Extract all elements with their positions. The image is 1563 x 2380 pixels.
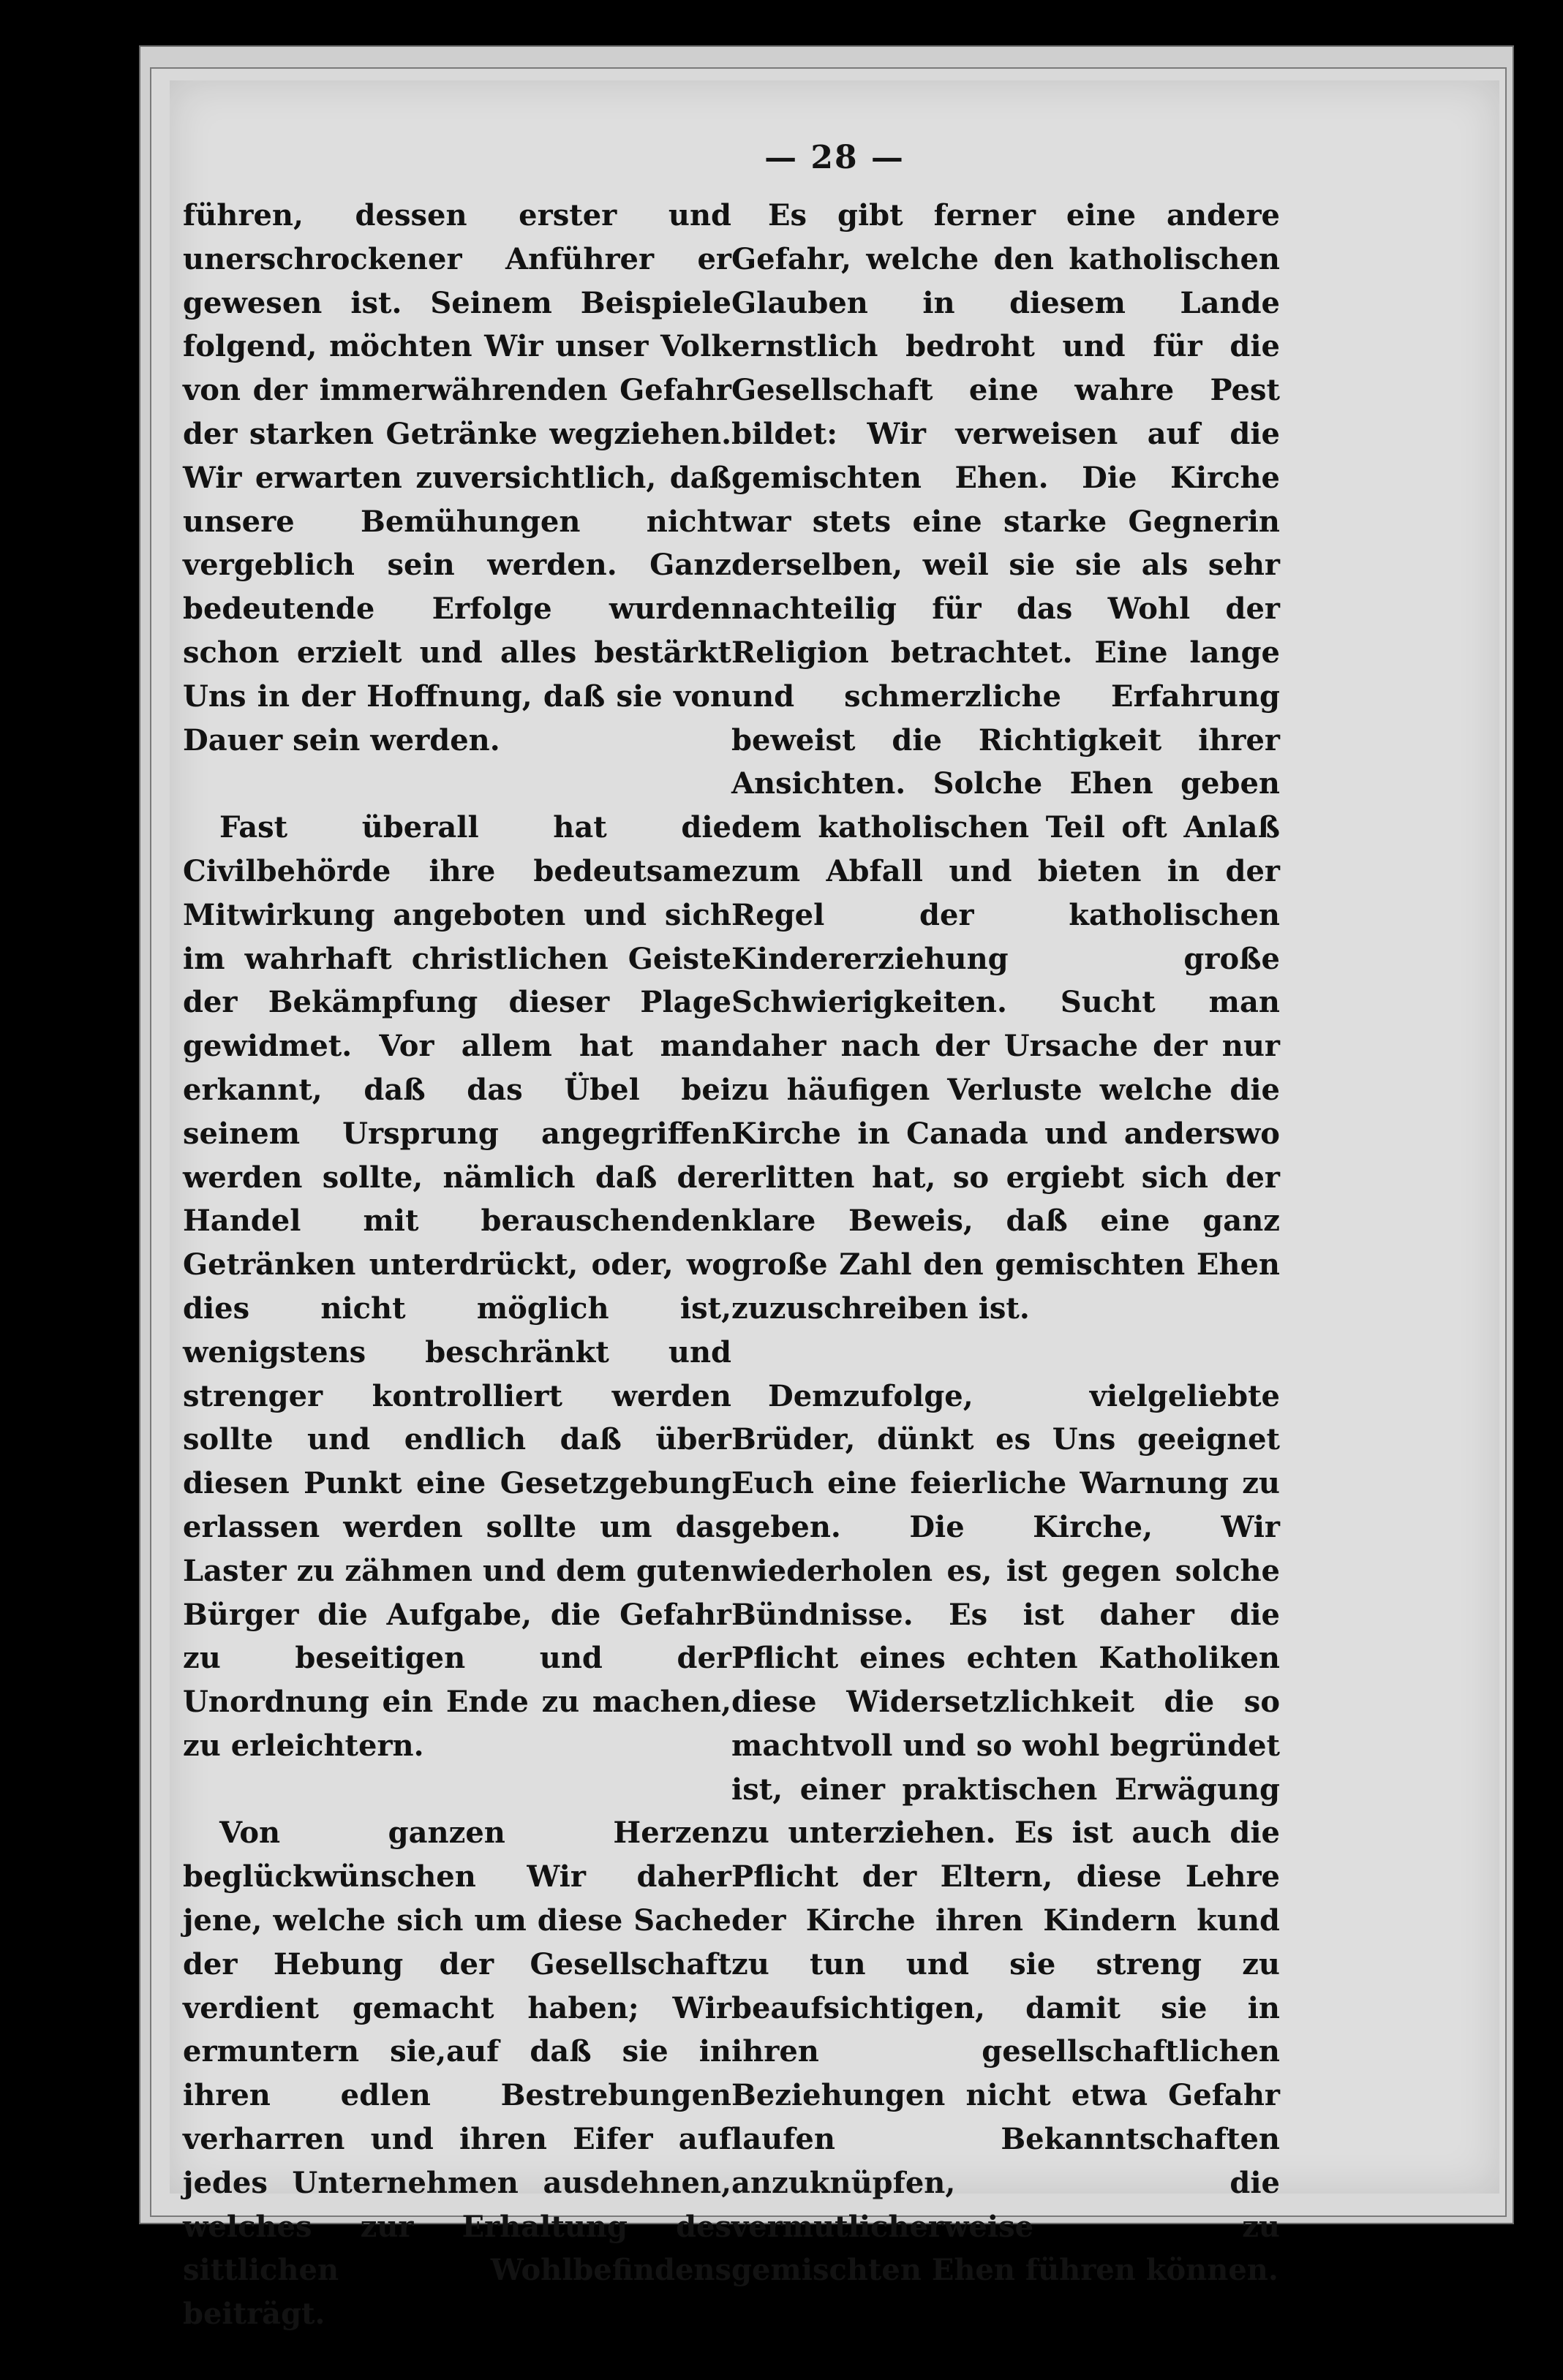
left-paragraph-1: führen, dessen erster und unerschrockener Anführer er gewesen ist. Seinem Beispiele folgend, möchten Wir unser Volk von der immerwährenden Gefahr der starken Getränke wegziehen. Wir erwarten zuversichtlich, daß unsere Bemühungen nicht vergeblich sein werden. Ganz bedeutende Erfolge wurden schon erzielt und alles bestärkt Uns in der Hoffnung, daß sie von Dauer sein werden. [183, 198, 731, 758]
right-paragraph-1: Es gibt ferner eine andere Gefahr, welche den katholischen Glauben in diesem Lande ernstlich bedroht und für die Gesellschaft eine wahre Pest bildet: Wir verweisen auf die gemischten Ehen. Die Kirche war stets eine starke Gegnerin derselben, weil sie sie als sehr nachteilig für das Wohl der Religion betrachtet. Eine lange und schmerzliche Erfahrung beweist die Richtigkeit ihrer Ansichten. Solche Ehen geben dem katholischen Teil oft Anlaß zum Abfall und bieten in der Regel der katholischen Kindererziehung große Schwierigkeiten. Sucht man daher nach der Ursache der nur zu häufigen Verluste welche die Kirche in Canada und anderswo erlitten hat, so ergiebt sich der klare Beweis, daß eine ganz große Zahl den gemischten Ehen zuzuschreiben ist. [731, 198, 1280, 1326]
page-number: — 28 — [764, 139, 905, 176]
left-paragraph-3: Von ganzen Herzen beglückwünschen Wir daher jene, welche sich um diese Sache der Hebung der Gesellschaft verdient gemacht haben; Wir ermuntern sie,auf daß sie in ihren edlen Bestrebungen verharren und ihren Eifer auf jedes Unternehmen ausdehnen, welches zur Erhaltung des sittlichen Wohlbefindens beiträgt. [183, 1816, 731, 2332]
right-text-column [731, 194, 1280, 2336]
left-paragraph-2: Fast überall hat die Civilbehörde ihre bedeutsame Mitwirkung angeboten und sich im wahrhaft christlichen Geiste der Bekämpfung dieser Plage gewidmet. Vor allem hat man erkannt, daß das Übel bei seinem Ursprung angegriffen werden sollte, nämlich daß der Handel mit berauschenden Getränken unterdrückt, oder, wo dies nicht möglich ist, wenigstens beschränkt und strenger kontrolliert werden sollte und endlich daß über diesen Punkt eine Gesetzgebung erlassen werden sollte um das Laster zu zähmen und dem guten Bürger die Aufgabe, die Gefahr zu beseitigen und der Unordnung ein Ende zu machen, zu erleichtern. [183, 810, 731, 1763]
left-text-column [183, 194, 731, 2380]
right-paragraph-2: Demzufolge, vielgeliebte Brüder, dünkt es Uns geeignet Euch eine feierliche Warnung zu geben. Die Kirche, Wir wiederholen es, ist gegen solche Bündnisse. Es ist daher die Pflicht eines echten Katholiken diese Widersetzlichkeit die so machtvoll und so wohl begründet ist, einer praktischen Erwägung zu unterziehen. Es ist auch die Pflicht der Eltern, diese Lehre der Kirche ihren Kindern kund zu tun und sie streng zu beaufsichtigen, damit sie in ihren gesellschaftlichen Beziehungen nicht etwa Gefahr laufen Bekanntschaften anzuknüpfen, die vermutlicherweise zu gemischten Ehen führen können. [731, 1378, 1280, 2288]
